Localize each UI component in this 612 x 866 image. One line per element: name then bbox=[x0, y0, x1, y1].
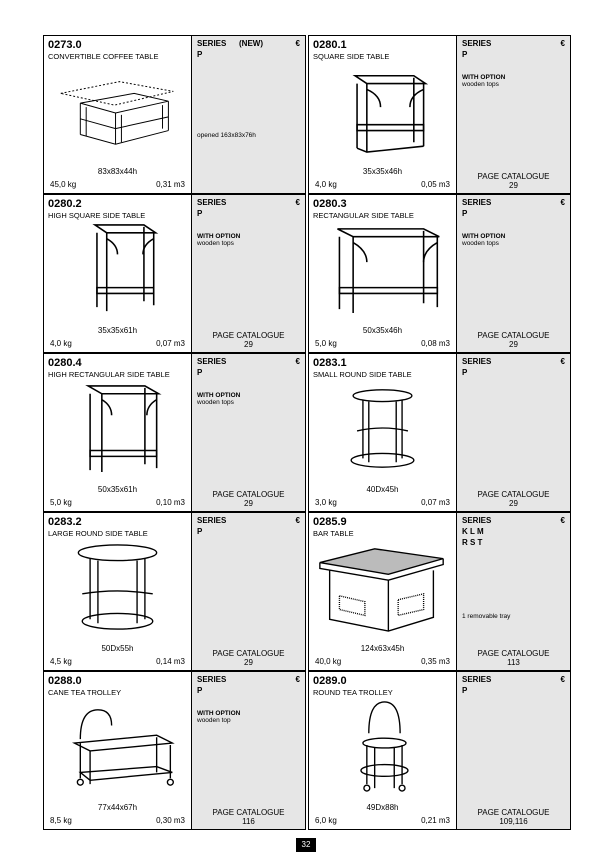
series-value: P bbox=[462, 368, 468, 377]
product-illustration bbox=[50, 223, 185, 315]
series-value: P bbox=[197, 686, 203, 695]
product-grid bbox=[43, 35, 571, 830]
product-weight: 6,0 kg bbox=[315, 816, 337, 825]
currency-symbol: € bbox=[295, 39, 300, 48]
product-code: 0283.2 bbox=[48, 516, 82, 528]
product-dimensions: 50x35x61h bbox=[97, 485, 138, 494]
product-name: HIGH SQUARE SIDE TABLE bbox=[48, 211, 146, 220]
page-catalogue-number: 29 bbox=[509, 340, 518, 349]
series-label: SERIES bbox=[197, 675, 227, 684]
page-catalogue-label: PAGE CATALOGUE bbox=[212, 331, 285, 340]
series-value: P bbox=[197, 50, 203, 59]
page-catalogue-label: PAGE CATALOGUE bbox=[477, 172, 550, 181]
page-catalogue bbox=[192, 649, 305, 667]
currency-symbol: € bbox=[295, 675, 300, 684]
series-value: P bbox=[197, 527, 203, 536]
product-weight: 45,0 kg bbox=[50, 180, 77, 189]
option-title: WITH OPTION bbox=[197, 233, 241, 240]
product-card bbox=[43, 194, 306, 353]
page-catalogue bbox=[457, 808, 570, 826]
page-catalogue-number: 29 bbox=[244, 499, 253, 508]
product-code: 0289.0 bbox=[313, 675, 347, 687]
option-text: wooden tops bbox=[462, 81, 499, 88]
page-catalogue-label: PAGE CATALOGUE bbox=[212, 808, 285, 817]
product-volume: 0,21 m3 bbox=[421, 816, 450, 825]
page-catalogue bbox=[457, 490, 570, 508]
product-drawing bbox=[315, 382, 450, 474]
product-card bbox=[43, 353, 306, 512]
page-catalogue-number: 29 bbox=[244, 658, 253, 667]
product-dimensions: 83x83x44h bbox=[97, 167, 138, 176]
currency-symbol: € bbox=[560, 357, 565, 366]
product-name: BAR TABLE bbox=[313, 529, 354, 538]
option-title: WITH OPTION bbox=[197, 392, 241, 399]
product-weight: 4,0 kg bbox=[315, 180, 337, 189]
product-illustration bbox=[315, 700, 450, 792]
new-badge: (NEW) bbox=[239, 39, 263, 48]
product-code: 0280.2 bbox=[48, 198, 82, 210]
product-card bbox=[308, 671, 571, 830]
product-illustration bbox=[315, 382, 450, 474]
product-volume: 0,30 m3 bbox=[156, 816, 185, 825]
product-info bbox=[309, 354, 457, 511]
series-label: SERIES bbox=[197, 357, 227, 366]
page-catalogue-number: 29 bbox=[244, 340, 253, 349]
product-name: SMALL ROUND SIDE TABLE bbox=[313, 370, 412, 379]
product-details bbox=[457, 36, 570, 193]
currency-symbol: € bbox=[295, 357, 300, 366]
page-catalogue-label: PAGE CATALOGUE bbox=[477, 808, 550, 817]
product-code: 0280.3 bbox=[313, 198, 347, 210]
currency-symbol: € bbox=[560, 516, 565, 525]
page-catalogue-label: PAGE CATALOGUE bbox=[212, 649, 285, 658]
product-illustration bbox=[50, 700, 185, 792]
page-catalogue-number: 29 bbox=[509, 181, 518, 190]
product-details bbox=[457, 672, 570, 829]
product-dimensions: 35x35x46h bbox=[362, 167, 403, 176]
product-drawing bbox=[50, 541, 185, 633]
product-drawing bbox=[50, 64, 185, 156]
series-value: P bbox=[462, 209, 468, 218]
product-weight: 4,0 kg bbox=[50, 339, 72, 348]
product-details bbox=[192, 672, 305, 829]
series-label: SERIES bbox=[197, 39, 227, 48]
product-weight: 5,0 kg bbox=[50, 498, 72, 507]
product-card bbox=[308, 194, 571, 353]
product-weight: 3,0 kg bbox=[315, 498, 337, 507]
product-illustration bbox=[50, 64, 185, 156]
product-illustration bbox=[315, 64, 450, 156]
option-title: WITH OPTION bbox=[197, 710, 241, 717]
product-dimensions: 49Dx88h bbox=[366, 803, 399, 812]
product-dimensions: 35x35x61h bbox=[97, 326, 138, 335]
series-value: P bbox=[462, 686, 468, 695]
product-details bbox=[192, 36, 305, 193]
option-text: wooden top bbox=[197, 717, 231, 724]
product-illustration bbox=[315, 541, 450, 633]
currency-symbol: € bbox=[560, 198, 565, 207]
product-code: 0280.1 bbox=[313, 39, 347, 51]
product-dimensions: 77x44x67h bbox=[97, 803, 138, 812]
product-illustration bbox=[50, 541, 185, 633]
product-card bbox=[308, 353, 571, 512]
page-catalogue-number: 116 bbox=[242, 817, 255, 826]
product-details bbox=[192, 513, 305, 670]
catalogue-page bbox=[43, 35, 571, 830]
page-catalogue-number: 29 bbox=[509, 499, 518, 508]
product-code: 0273.0 bbox=[48, 39, 82, 51]
currency-symbol: € bbox=[295, 198, 300, 207]
product-drawing bbox=[315, 541, 450, 633]
product-drawing bbox=[315, 64, 450, 156]
product-info bbox=[44, 513, 192, 670]
product-code: 0280.4 bbox=[48, 357, 82, 369]
option-title: WITH OPTION bbox=[462, 74, 506, 81]
product-volume: 0,07 m3 bbox=[156, 339, 185, 348]
series-label: SERIES bbox=[462, 198, 492, 207]
product-info bbox=[309, 672, 457, 829]
product-dimensions: 40Dx45h bbox=[366, 485, 399, 494]
product-dimensions: 124x63x45h bbox=[360, 644, 405, 653]
product-drawing bbox=[315, 223, 450, 315]
product-volume: 0,07 m3 bbox=[421, 498, 450, 507]
page-catalogue bbox=[457, 172, 570, 190]
product-drawing bbox=[50, 223, 185, 315]
option-text: wooden tops bbox=[197, 399, 234, 406]
product-note: 1 removable tray bbox=[462, 613, 511, 620]
product-dimensions: 50Dx55h bbox=[101, 644, 134, 653]
product-name: LARGE ROUND SIDE TABLE bbox=[48, 529, 148, 538]
product-name: CONVERTIBLE COFFEE TABLE bbox=[48, 52, 159, 61]
currency-symbol: € bbox=[560, 39, 565, 48]
product-drawing bbox=[315, 700, 450, 792]
product-volume: 0,31 m3 bbox=[156, 180, 185, 189]
series-value: P bbox=[197, 209, 203, 218]
series-label: SERIES bbox=[462, 675, 492, 684]
product-code: 0283.1 bbox=[313, 357, 347, 369]
series-label: SERIES bbox=[462, 516, 492, 525]
product-volume: 0,10 m3 bbox=[156, 498, 185, 507]
page-catalogue-label: PAGE CATALOGUE bbox=[477, 649, 550, 658]
currency-symbol: € bbox=[295, 516, 300, 525]
product-drawing bbox=[50, 700, 185, 792]
page-catalogue bbox=[192, 490, 305, 508]
product-details bbox=[457, 354, 570, 511]
series-value: K L M R S T bbox=[462, 527, 484, 547]
product-details bbox=[457, 513, 570, 670]
product-volume: 0,35 m3 bbox=[421, 657, 450, 666]
product-info bbox=[44, 36, 192, 193]
page-catalogue-number: 113 bbox=[507, 658, 520, 667]
product-card bbox=[308, 512, 571, 671]
series-value: P bbox=[462, 50, 468, 59]
product-details bbox=[192, 354, 305, 511]
page-catalogue-label: PAGE CATALOGUE bbox=[477, 331, 550, 340]
product-info bbox=[44, 195, 192, 352]
series-label: SERIES bbox=[462, 39, 492, 48]
product-name: CANE TEA TROLLEY bbox=[48, 688, 122, 697]
series-label: SERIES bbox=[197, 198, 227, 207]
page-catalogue-label: PAGE CATALOGUE bbox=[477, 490, 550, 499]
option-text: wooden tops bbox=[197, 240, 234, 247]
currency-symbol: € bbox=[560, 675, 565, 684]
product-info bbox=[44, 672, 192, 829]
page-catalogue bbox=[457, 649, 570, 667]
series-value: P bbox=[197, 368, 203, 377]
product-drawing bbox=[50, 382, 185, 474]
product-weight: 5,0 kg bbox=[315, 339, 337, 348]
product-info bbox=[309, 195, 457, 352]
page-catalogue-label: PAGE CATALOGUE bbox=[212, 490, 285, 499]
product-weight: 40,0 kg bbox=[315, 657, 342, 666]
page-catalogue-number: 109,116 bbox=[499, 817, 528, 826]
page-catalogue bbox=[192, 331, 305, 349]
product-volume: 0,08 m3 bbox=[421, 339, 450, 348]
product-info bbox=[309, 36, 457, 193]
series-label: SERIES bbox=[197, 516, 227, 525]
product-card bbox=[43, 35, 306, 194]
page-catalogue bbox=[457, 331, 570, 349]
product-name: HIGH RECTANGULAR SIDE TABLE bbox=[48, 370, 170, 379]
product-name: ROUND TEA TROLLEY bbox=[313, 688, 393, 697]
product-weight: 8,5 kg bbox=[50, 816, 72, 825]
product-code: 0285.9 bbox=[313, 516, 347, 528]
product-details bbox=[457, 195, 570, 352]
product-card bbox=[308, 35, 571, 194]
product-volume: 0,14 m3 bbox=[156, 657, 185, 666]
option-title: WITH OPTION bbox=[462, 233, 506, 240]
product-name: SQUARE SIDE TABLE bbox=[313, 52, 390, 61]
product-card bbox=[43, 671, 306, 830]
product-weight: 4,5 kg bbox=[50, 657, 72, 666]
product-illustration bbox=[50, 382, 185, 474]
page-catalogue bbox=[192, 808, 305, 826]
product-card bbox=[43, 512, 306, 671]
product-info bbox=[44, 354, 192, 511]
product-dimensions: 50x35x46h bbox=[362, 326, 403, 335]
product-name: RECTANGULAR SIDE TABLE bbox=[313, 211, 414, 220]
product-volume: 0,05 m3 bbox=[421, 180, 450, 189]
product-details bbox=[192, 195, 305, 352]
page-number: 32 bbox=[296, 838, 316, 852]
series-label: SERIES bbox=[462, 357, 492, 366]
product-note: opened 163x83x76h bbox=[197, 132, 256, 139]
option-text: wooden tops bbox=[462, 240, 499, 247]
product-illustration bbox=[315, 223, 450, 315]
product-info bbox=[309, 513, 457, 670]
product-code: 0288.0 bbox=[48, 675, 82, 687]
